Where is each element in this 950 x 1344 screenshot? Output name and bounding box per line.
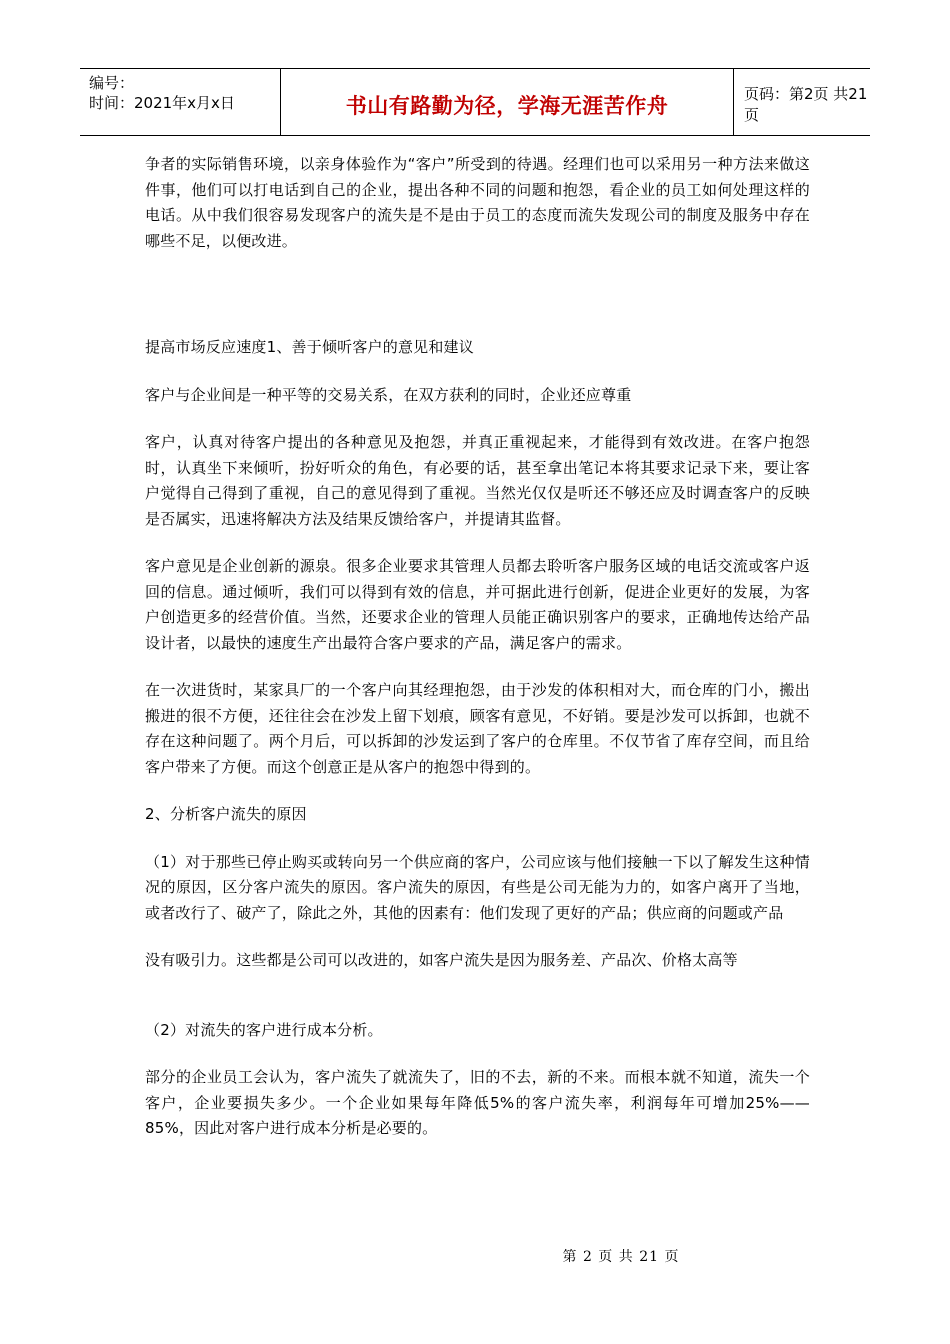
document-number-label: 编号： bbox=[89, 74, 135, 92]
header-info-cell bbox=[80, 69, 281, 135]
page-footer bbox=[0, 1246, 950, 1266]
header-motto-cell bbox=[281, 69, 734, 135]
document-body bbox=[145, 152, 810, 1142]
footer-page-number: 第 2 页 共 21 页 bbox=[562, 1249, 680, 1265]
paragraph: 争者的实际销售环境，以亲身体验作为“客户”所受到的待遇。经理们也可以采用另一种方法来做这件事，他们可以打电话到自己的企业，提出各种不同的问题和抱怨，看企业的员工如何处理这样的电话。从中我们很容易发现客户的流失是不是由于员工的态度而流失发现公司的制度及服务中存在哪些不足，以便改进。 bbox=[145, 155, 810, 250]
section-heading: 提高市场反应速度1、善于倾听客户的意见和建议 bbox=[145, 338, 474, 356]
paragraph: 没有吸引力。这些都是公司可以改进的，如客户流失是因为服务差、产品次、价格太高等 bbox=[145, 951, 738, 969]
page-header bbox=[80, 68, 870, 136]
paragraph: 客户与企业间是一种平等的交易关系，在双方获利的同时，企业还应尊重 bbox=[145, 385, 632, 404]
paragraph: （1）对于那些已停止购买或转向另一个供应商的客户，公司应该与他们接触一下以了解发生这种情况的原因，区分客户流失的原因。客户流失的原因，有些是公司无能为力的，如客户离开了当地，或者改行了、破产了，除此之外，其他的因素有：他们发现了更好的产品；供应商的问题或产品 bbox=[145, 852, 810, 922]
section-heading: 2、分析客户流失的原因 bbox=[145, 805, 307, 823]
paragraph: 在一次进货时，某家具厂的一个客户向其经理抱怨，由于沙发的体积相对大，而仓库的门小，搬出搬进的很不方便，还往往会在沙发上留下划痕，顾客有意见，不好销。要是沙发可以拆卸，也就不存在这种问题了。两个月后，可以拆卸的沙发运到了客户的仓库里。不仅节省了库存空间，而且给客户带来了方便。而这个创意正是从客户的抱怨中得到的。 bbox=[145, 681, 810, 776]
paragraph: 客户，认真对待客户提出的各种意见及抱怨，并真正重视起来，才能得到有效改进。在客户抱怨时，认真坐下来倾听，扮好听众的角色，有必要的话，甚至拿出笔记本将其要求记录下来，要让客户觉得自己得到了重视，自己的意见得到了重视。当然光仅仅是听还不够还应及时调查客户的反映是否属实，迅速将解决方法及结果反馈给客户，并提请其监督。 bbox=[145, 433, 810, 528]
paragraph: 部分的企业员工会认为，客户流失了就流失了，旧的不去，新的不来。而根本就不知道，流失一个客户，企业要损失多少。一个企业如果每年降低5%的客户流失率，利润每年可增加25%——85%，因此对客户进行成本分析是必要的。 bbox=[145, 1068, 810, 1137]
document-date-label: 时间：2021年x月x日 bbox=[89, 94, 235, 112]
header-motto: 书山有路勤为径，学海无涯苦作舟 bbox=[345, 94, 669, 118]
header-page-cell bbox=[734, 69, 870, 135]
paragraph: 客户意见是企业创新的源泉。很多企业要求其管理人员都去聆听客户服务区域的电话交流或客户返回的信息。通过倾听，我们可以得到有效的信息，并可据此进行创新，促进企业更好的发展，为客户创造更多的经营价值。当然，还要求企业的管理人员能正确识别客户的要求，正确地传达给产品设计者，以最快的速度生产出最符合客户要求的产品，满足客户的需求。 bbox=[145, 557, 810, 652]
header-page-info: 页码：第2页 共21页 bbox=[744, 85, 868, 124]
sub-heading: （2）对流失的客户进行成本分析。 bbox=[145, 1020, 383, 1039]
